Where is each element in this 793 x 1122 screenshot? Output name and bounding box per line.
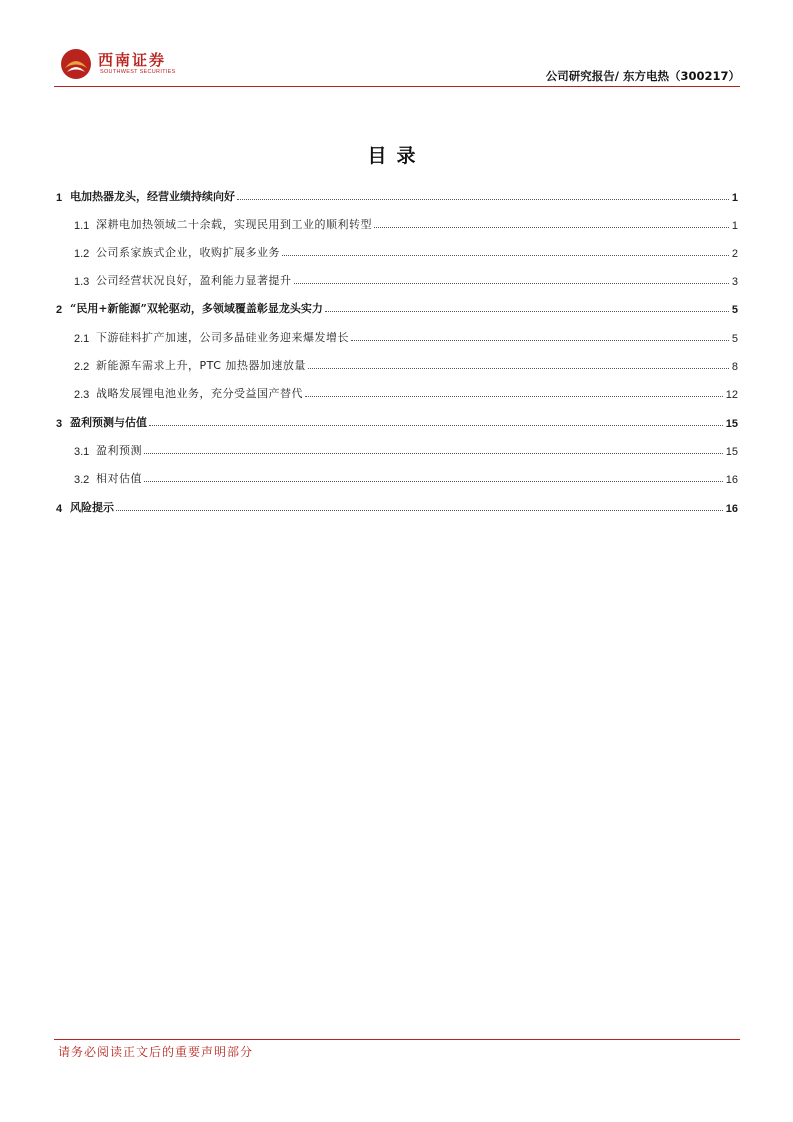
toc-leader-dots <box>282 255 729 256</box>
toc-entry-page: 2 <box>731 248 738 260</box>
toc-entry[interactable] <box>56 298 738 316</box>
toc-entry[interactable] <box>56 468 738 486</box>
toc-entry-title: 公司经营状况良好，盈利能力显著提升 <box>96 274 292 287</box>
company-logo <box>60 46 200 82</box>
header-divider <box>54 86 740 87</box>
toc-entry-title: 战略发展锂电池业务，充分受益国产替代 <box>96 387 303 400</box>
toc-entry[interactable] <box>56 383 738 401</box>
toc-leader-dots <box>308 368 729 369</box>
toc-entry[interactable] <box>56 497 738 515</box>
report-info: 公司研究报告/ 东方电热（300217） <box>545 69 740 83</box>
toc-entry-title: “民用+新能源”双轮驱动，多领域覆盖彰显龙头实力 <box>70 302 323 315</box>
toc-entry-number: 2.2 <box>74 361 90 373</box>
toc-entry[interactable] <box>56 186 738 204</box>
page-header <box>54 46 740 90</box>
toc-leader-dots <box>351 340 729 341</box>
toc-leader-dots <box>237 199 729 200</box>
toc-leader-dots <box>116 510 723 511</box>
toc-entry-page: 15 <box>725 446 738 458</box>
footer-divider <box>54 1039 740 1040</box>
toc-leader-dots <box>144 481 723 482</box>
toc-entry-number: 1.1 <box>74 220 90 232</box>
toc-entry-number: 2 <box>56 304 63 316</box>
toc-entry-page: 5 <box>731 304 738 316</box>
toc-entry-page: 1 <box>731 192 738 204</box>
toc-entry-number: 1.2 <box>74 248 90 260</box>
toc-entry[interactable] <box>56 242 738 260</box>
toc-leader-dots <box>305 396 723 397</box>
toc-entry-number: 3 <box>56 418 63 430</box>
toc-entry-title: 电加热器龙头，经营业绩持续向好 <box>70 190 235 203</box>
toc-entry-page: 16 <box>725 474 738 486</box>
toc-entry-title: 公司系家族式企业，收购扩展多业务 <box>96 246 280 259</box>
toc-entry-page: 16 <box>725 503 738 515</box>
toc-entry[interactable] <box>56 412 738 430</box>
toc-entry-page: 1 <box>731 220 738 232</box>
toc-entry-page: 3 <box>731 276 738 288</box>
toc-entry[interactable] <box>56 327 738 345</box>
toc-entry-number: 3.2 <box>74 474 90 486</box>
logo-emblem-icon <box>60 48 92 80</box>
logo-text-en: SOUTHWEST SECURITIES <box>100 69 176 75</box>
toc-entry-title: 相对估值 <box>96 472 142 485</box>
toc-entry-title: 深耕电加热领域二十余载，实现民用到工业的顺利转型 <box>96 218 372 231</box>
toc-entry-page: 5 <box>731 333 738 345</box>
toc-entry-page: 8 <box>731 361 738 373</box>
toc-leader-dots <box>294 283 729 284</box>
toc-entry-number: 2.1 <box>74 333 90 345</box>
toc-entry[interactable] <box>56 270 738 288</box>
toc-entry-number: 1 <box>56 192 63 204</box>
footer-disclaimer: 请务必阅读正文后的重要声明部分 <box>58 1045 254 1059</box>
toc-entry[interactable] <box>56 355 738 373</box>
toc-leader-dots <box>374 227 729 228</box>
toc-entry-number: 3.1 <box>74 446 90 458</box>
toc-entry-title: 新能源车需求上升，PTC 加热器加速放量 <box>96 359 306 372</box>
toc-entry-title: 风险提示 <box>70 501 114 514</box>
toc-entry-page: 15 <box>725 418 738 430</box>
toc-leader-dots <box>325 311 729 312</box>
toc-entry-title: 盈利预测与估值 <box>70 416 147 429</box>
toc-entry-number: 1.3 <box>74 276 90 288</box>
toc-leader-dots <box>144 453 723 454</box>
toc-leader-dots <box>149 425 723 426</box>
toc-entry[interactable] <box>56 440 738 458</box>
page-title: 目录 <box>367 145 426 167</box>
toc-entry[interactable] <box>56 214 738 232</box>
toc-entry-title: 盈利预测 <box>96 444 142 457</box>
toc-entry-page: 12 <box>725 389 738 401</box>
toc-entry-number: 4 <box>56 503 63 515</box>
logo-text-cn: 西南证券 <box>98 51 167 69</box>
toc-entry-number: 2.3 <box>74 389 90 401</box>
toc-entry-title: 下游硅料扩产加速，公司多晶硅业务迎来爆发增长 <box>96 331 349 344</box>
